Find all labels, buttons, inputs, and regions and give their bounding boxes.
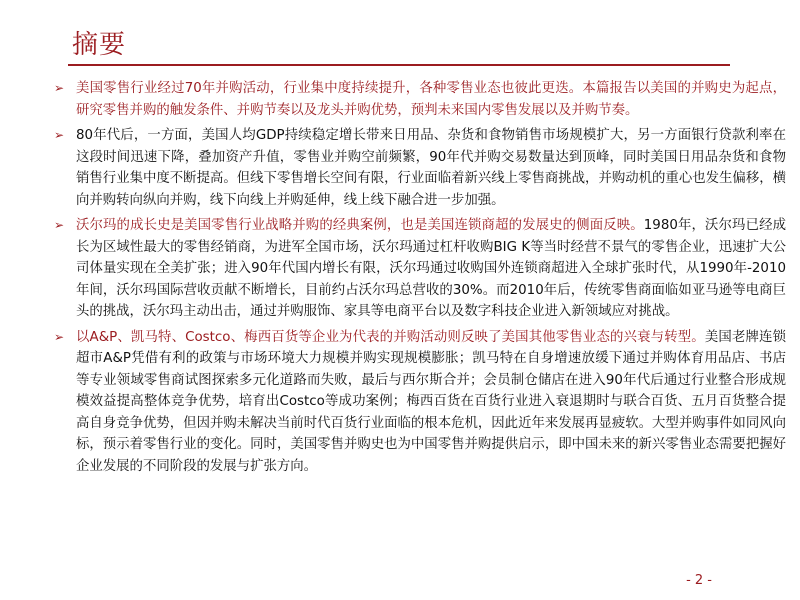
bullet-item-1 xyxy=(48,78,786,121)
title-divider xyxy=(68,64,730,66)
bullet-body: 美国老牌连锁超市A&P凭借有利的政策与市场环境大力规模并购实现规模膨胀；凯马特在自身增速放缓下通过并购体育用品店、书店等专业领域零售商试图探索多元化道路而失败，最后与西尔斯合并；会员制仓储店在进入90年代后通过行业整合形成规模效益提高整体竞争优势，培育出Costco等成功案例；梅西百货在百货行业进入衰退期时与联合百货、五月百货整合提高自身竞争优势，但因并购未解决当前时代百货行业面临的根本危机，因此近年来发展再显疲软。大型并购事件如同风向标，预示着零售行业的变化。同时，美国零售并购史也为中国零售并购提供启示，即中国未来的新兴零售业态需要把握好企业发展的不同阶段的发展与扩张方向。 xyxy=(76,329,786,474)
bullet-body: 1980年，沃尔玛已经成长为区域性最大的零售经销商，为进军全国市场，沃尔玛通过杠杆收购BIG K等当时经营不景气的零售企业，迅速扩大公司体量实现在全美扩张；进入90年代国内增长有限，沃尔玛通过收购国外连锁商超进入全球扩张时代，从1990年-2010年间，沃尔玛国际营收贡献不断增长，目前约占沃尔玛总营收的30%。而2010年后，传统零售商面临如亚马逊等电商巨头的挑战，沃尔玛主动出击，通过并购服饰、家具等电商平台以及数字科技企业进入新领域应对挑战。 xyxy=(76,218,787,319)
arrow-bullet-icon: ➢ xyxy=(54,329,65,344)
summary-list xyxy=(48,78,786,481)
arrow-bullet-icon: ➢ xyxy=(54,128,65,142)
bullet-item-4 xyxy=(48,327,786,478)
bullet-item-3 xyxy=(48,215,786,323)
page-number: - 2 - xyxy=(686,573,712,588)
bullet-body: 80年代后，一方面，美国人均GDP持续稳定增长带来日用品、杂货和食物销售市场规模扩大，另一方面银行贷款利率在这段时间迅速下降，叠加资产升值，零售业并购空前频繁，90年代并购交易数量达到顶峰，同时美国日用品杂货和食物销售行业集中度不断提高。但线下零售增长空间有限，行业面临着新兴线上零售商挑战，并购动机的重心也发生偏移，横向并购转向纵向并购，线下向线上并购延伸，线上线下融合进一步加强。 xyxy=(76,128,786,208)
arrow-bullet-icon: ➢ xyxy=(54,218,65,232)
bullet-lead: 美国零售行业经过70年并购活动，行业集中度持续提升，各种零售业态也彼此更迭。本篇报告以美国的并购史为起点，研究零售并购的触发条件、并购节奏以及龙头并购优势，预判未来国内零售发展以及并购节奏。 xyxy=(76,81,786,118)
bullet-item-2 xyxy=(48,125,786,211)
bullet-lead: 以A&P、凯马特、Costco、梅西百货等企业为代表的并购活动则反映了美国其他零售业态的兴衰与转型。 xyxy=(76,329,705,345)
arrow-bullet-icon: ➢ xyxy=(54,81,65,95)
page-title: 摘要 xyxy=(72,30,127,60)
bullet-lead: 沃尔玛的成长史是美国零售行业战略并购的经典案例，也是美国连锁商超的发展史的侧面反映。 xyxy=(76,218,644,233)
